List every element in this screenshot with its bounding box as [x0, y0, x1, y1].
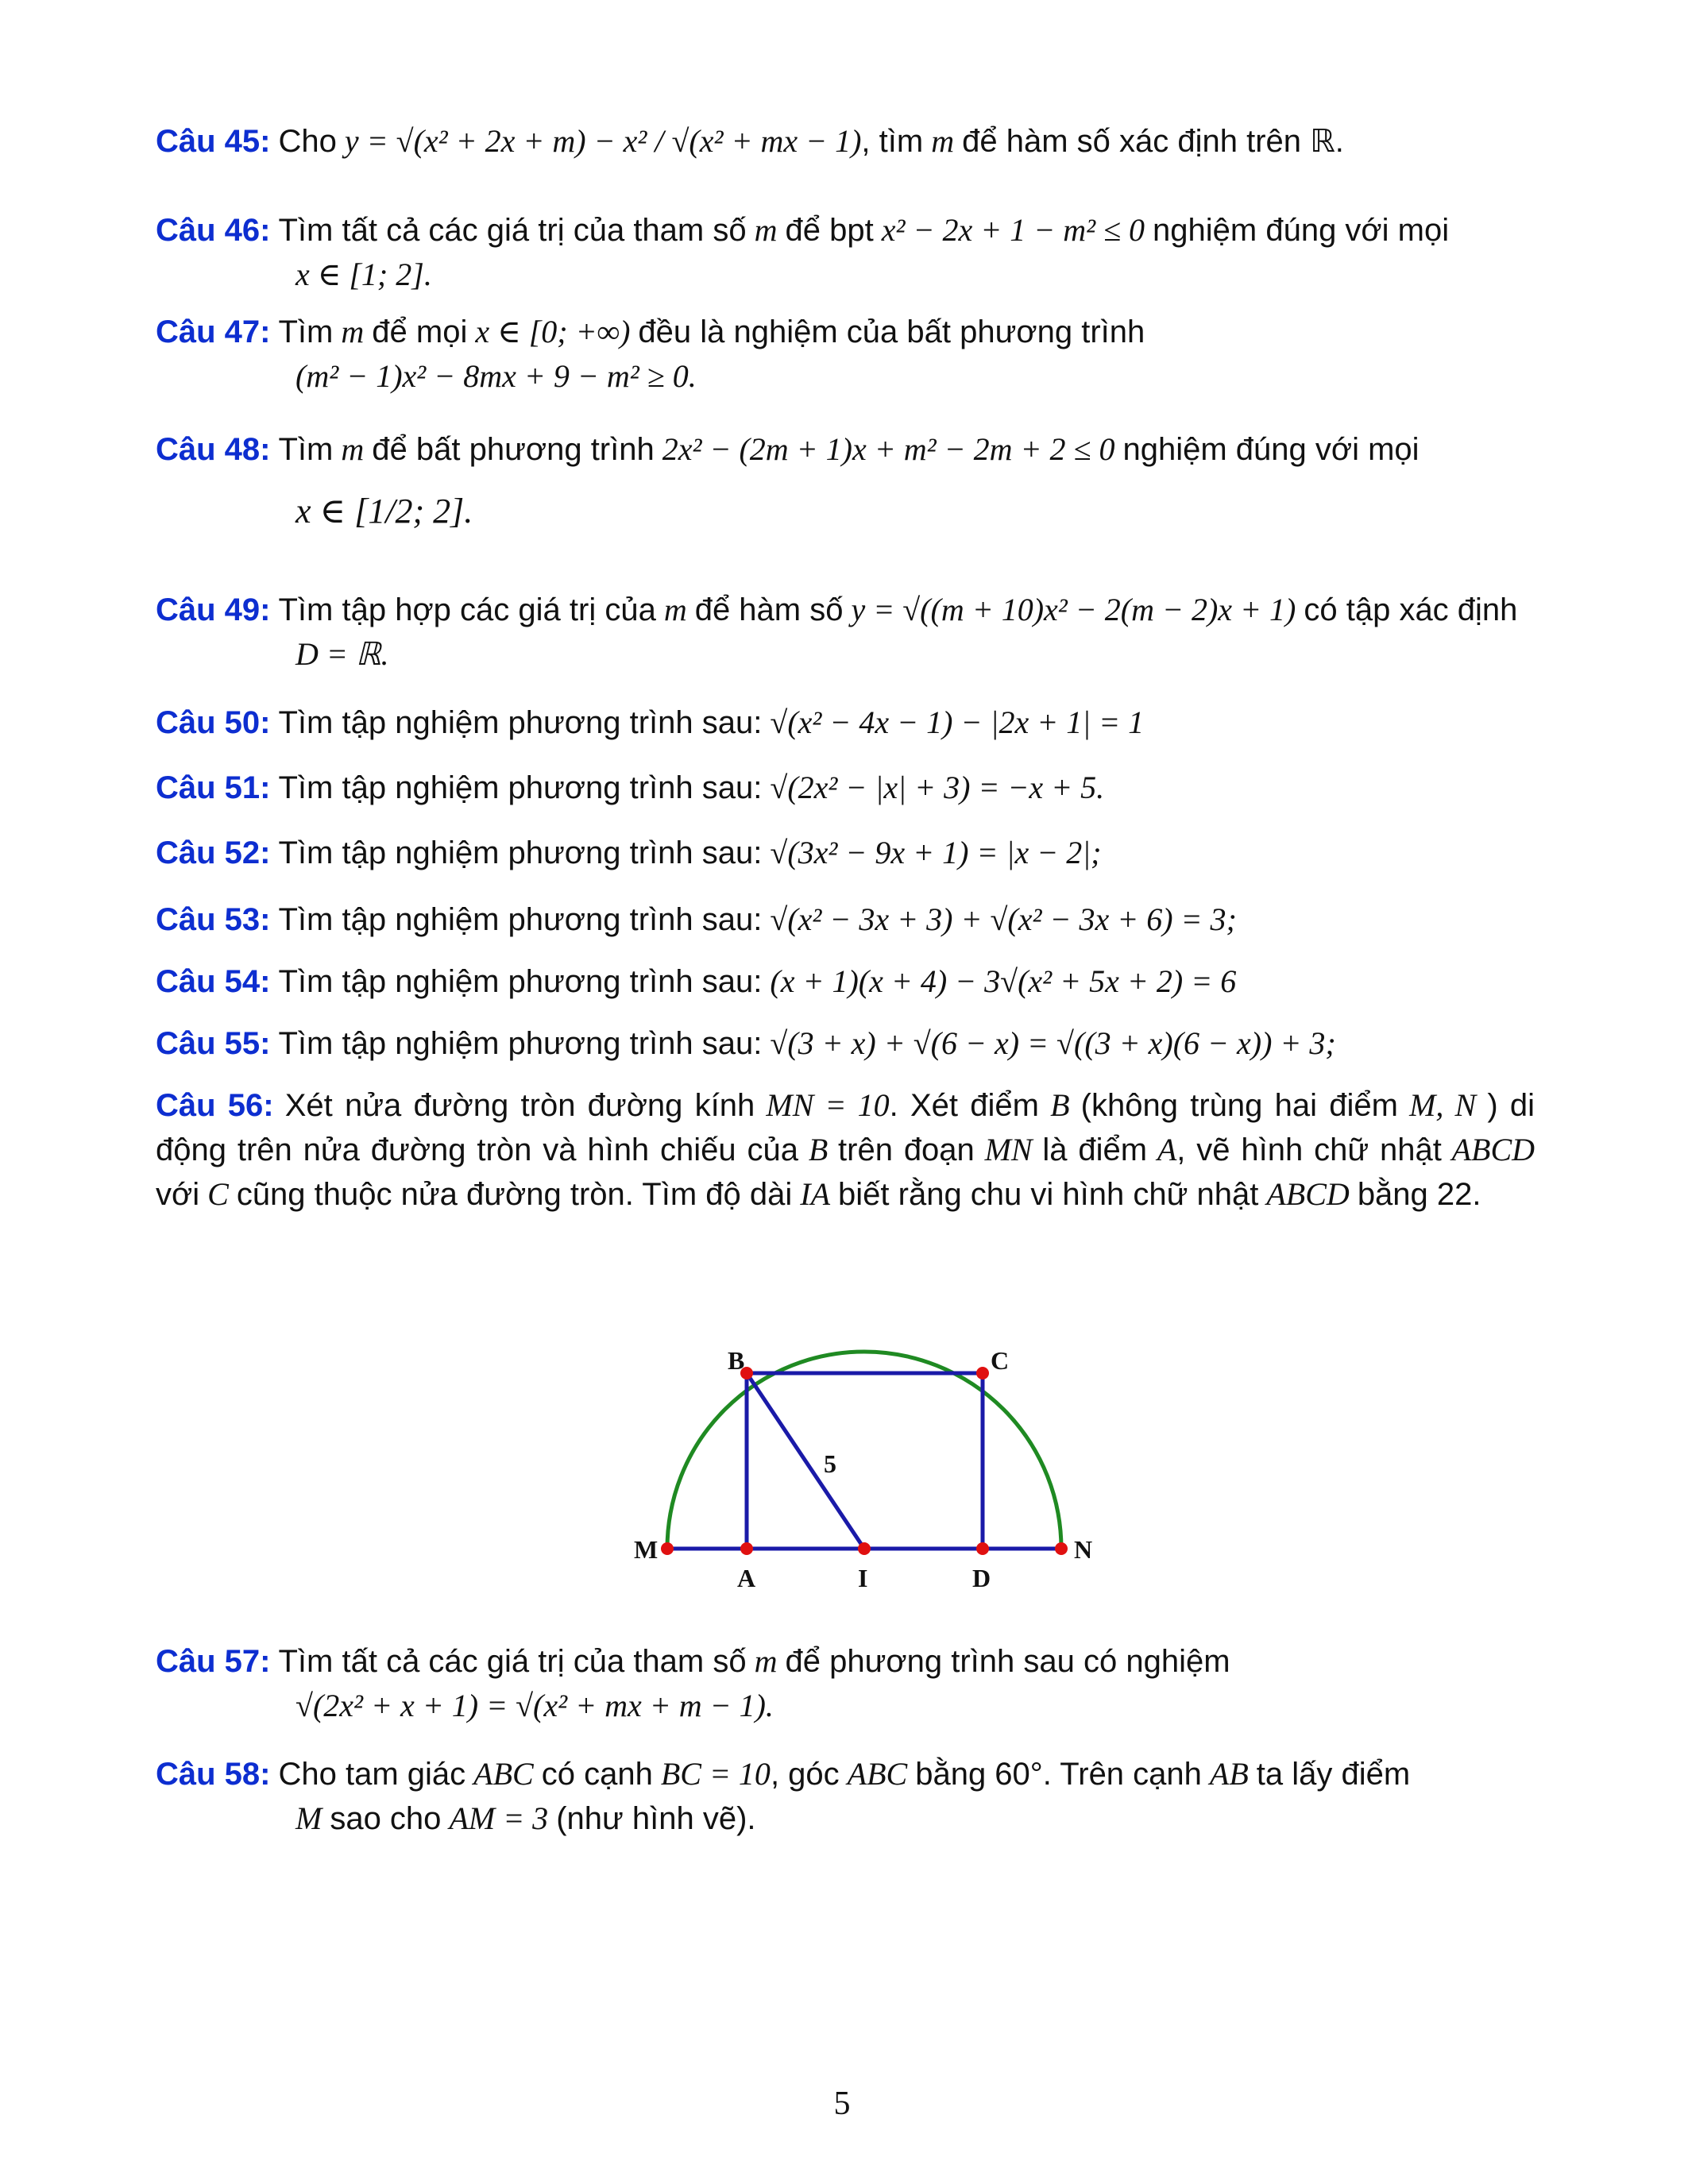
label-M: M [634, 1535, 659, 1564]
question-57: Câu 57: Tìm tất cả các giá trị của tham số m để phương trình sau có nghiệm √(2x² + x + 1) = √(x² + mx + m − 1). [156, 1643, 1230, 1723]
question-label: Câu 50: [156, 705, 271, 740]
question-54: Câu 54: Tìm tập nghiệm phương trình sau: (x + 1)(x + 4) − 3√(x² + 5x + 2) = 6 [156, 963, 1237, 999]
formula: y = √((m + 10)x² − 2(m − 2)x + 1) [851, 592, 1296, 627]
question-label: Câu 49: [156, 592, 271, 627]
question-52: Câu 52: Tìm tập nghiệm phương trình sau: √(3x² − 9x + 1) = |x − 2|; [156, 835, 1102, 870]
label-A: A [737, 1564, 756, 1592]
question-56: Câu 56: Xét nửa đường tròn đường kính MN = 10. Xét điểm B (không trùng hai điểm M, N ) di động trên nửa đường tròn và hình chiếu của B trên đoạn MN là điểm A, vẽ hình chữ nhật ABCD với C cũng thuộc nửa đường tròn. Tìm độ dài IA biết rằng chu vi hình chữ nhật ABCD bằng 22. [156, 1087, 1535, 1212]
point-D [976, 1542, 989, 1555]
question-label: Câu 45: [156, 124, 271, 159]
question-label: Câu 54: [156, 964, 271, 999]
question-49: Câu 49: Tìm tập hợp các giá trị của m để hàm số y = √((m + 10)x² − 2(m − 2)x + 1) có tập xác định D = ℝ. [156, 592, 1518, 672]
formula: √(3 + x) + √(6 − x) = √((3 + x)(6 − x)) + 3; [770, 1025, 1336, 1061]
formula: √(x² − 3x + 3) + √(x² − 3x + 6) = 3; [770, 901, 1237, 937]
label-B: B [728, 1346, 745, 1375]
question-label: Câu 51: [156, 770, 271, 805]
question-label: Câu 47: [156, 314, 271, 349]
segment-BI [747, 1373, 864, 1549]
question-50: Câu 50: Tìm tập nghiệm phương trình sau: √(x² − 4x − 1) − |2x + 1| = 1 [156, 704, 1145, 740]
question-46: Câu 46: Tìm tất cả các giá trị của tham số m để bpt x² − 2x + 1 − m² ≤ 0 nghiệm đúng với mọi x ∈ [1; 2]. [156, 212, 1450, 292]
question-58: Câu 58: Cho tam giác ABC có cạnh BC = 10, góc ABC bằng 60°. Trên cạnh AB ta lấy điểm M sao cho AM = 3 (như hình vẽ). [156, 1756, 1411, 1836]
point-C [976, 1367, 989, 1379]
semicircle-rectangle-figure [604, 1302, 1192, 1604]
point-M [661, 1542, 674, 1555]
question-label: Câu 57: [156, 1644, 271, 1679]
label-C: C [991, 1346, 1010, 1375]
question-label: Câu 46: [156, 213, 271, 248]
formula: x² − 2x + 1 − m² ≤ 0 [881, 212, 1145, 248]
question-55: Câu 55: Tìm tập nghiệm phương trình sau: √(3 + x) + √(6 − x) = √((3 + x)(6 − x)) + 3; [156, 1025, 1336, 1061]
formula: √(2x² + x + 1) = √(x² + mx + m − 1). [295, 1688, 774, 1723]
formula: √(x² − 4x − 1) − |2x + 1| = 1 [770, 704, 1145, 740]
point-N [1055, 1542, 1068, 1555]
label-N: N [1074, 1535, 1093, 1564]
formula: 2x² − (2m + 1)x + m² − 2m + 2 ≤ 0 [662, 431, 1115, 467]
question-48: Câu 48: Tìm m để bất phương trình 2x² − (2m + 1)x + m² − 2m + 2 ≤ 0 nghiệm đúng với mọi x ∈ [1/2; 2]. [156, 431, 1420, 531]
page-number: 5 [833, 2086, 851, 2122]
question-label: Câu 58: [156, 1757, 271, 1792]
question-label: Câu 48: [156, 432, 271, 467]
question-53: Câu 53: Tìm tập nghiệm phương trình sau: √(x² − 3x + 3) + √(x² − 3x + 6) = 3; [156, 901, 1237, 937]
formula: y = √(x² + 2x + m) − x² / √(x² + mx − 1) [344, 123, 862, 159]
point-A [740, 1542, 753, 1555]
point-I [858, 1542, 871, 1555]
label-I: I [858, 1564, 868, 1592]
label-D: D [972, 1564, 991, 1592]
question-47: Câu 47: Tìm m để mọi x ∈ [0; +∞) đều là nghiệm của bất phương trình (m² − 1)x² − 8mx + 9 − m² ≥ 0. [156, 314, 1145, 394]
label-length-5: 5 [824, 1449, 836, 1478]
formula: √(2x² − |x| + 3) = −x + 5. [770, 770, 1105, 805]
formula: √(3x² − 9x + 1) = |x − 2|; [770, 835, 1102, 870]
question-label: Câu 53: [156, 902, 271, 937]
question-label: Câu 52: [156, 835, 271, 870]
question-51: Câu 51: Tìm tập nghiệm phương trình sau: √(2x² − |x| + 3) = −x + 5. [156, 770, 1105, 805]
formula: (m² − 1)x² − 8mx + 9 − m² ≥ 0. [295, 358, 697, 394]
question-label: Câu 55: [156, 1026, 271, 1061]
question-label: Câu 56: [156, 1088, 274, 1123]
question-45: Câu 45: Cho y = √(x² + 2x + m) − x² / √(x² + mx − 1), tìm m để hàm số xác định trên ℝ. [156, 123, 1344, 159]
formula: (x + 1)(x + 4) − 3√(x² + 5x + 2) = 6 [770, 963, 1237, 999]
semicircle-arc [667, 1352, 1061, 1549]
